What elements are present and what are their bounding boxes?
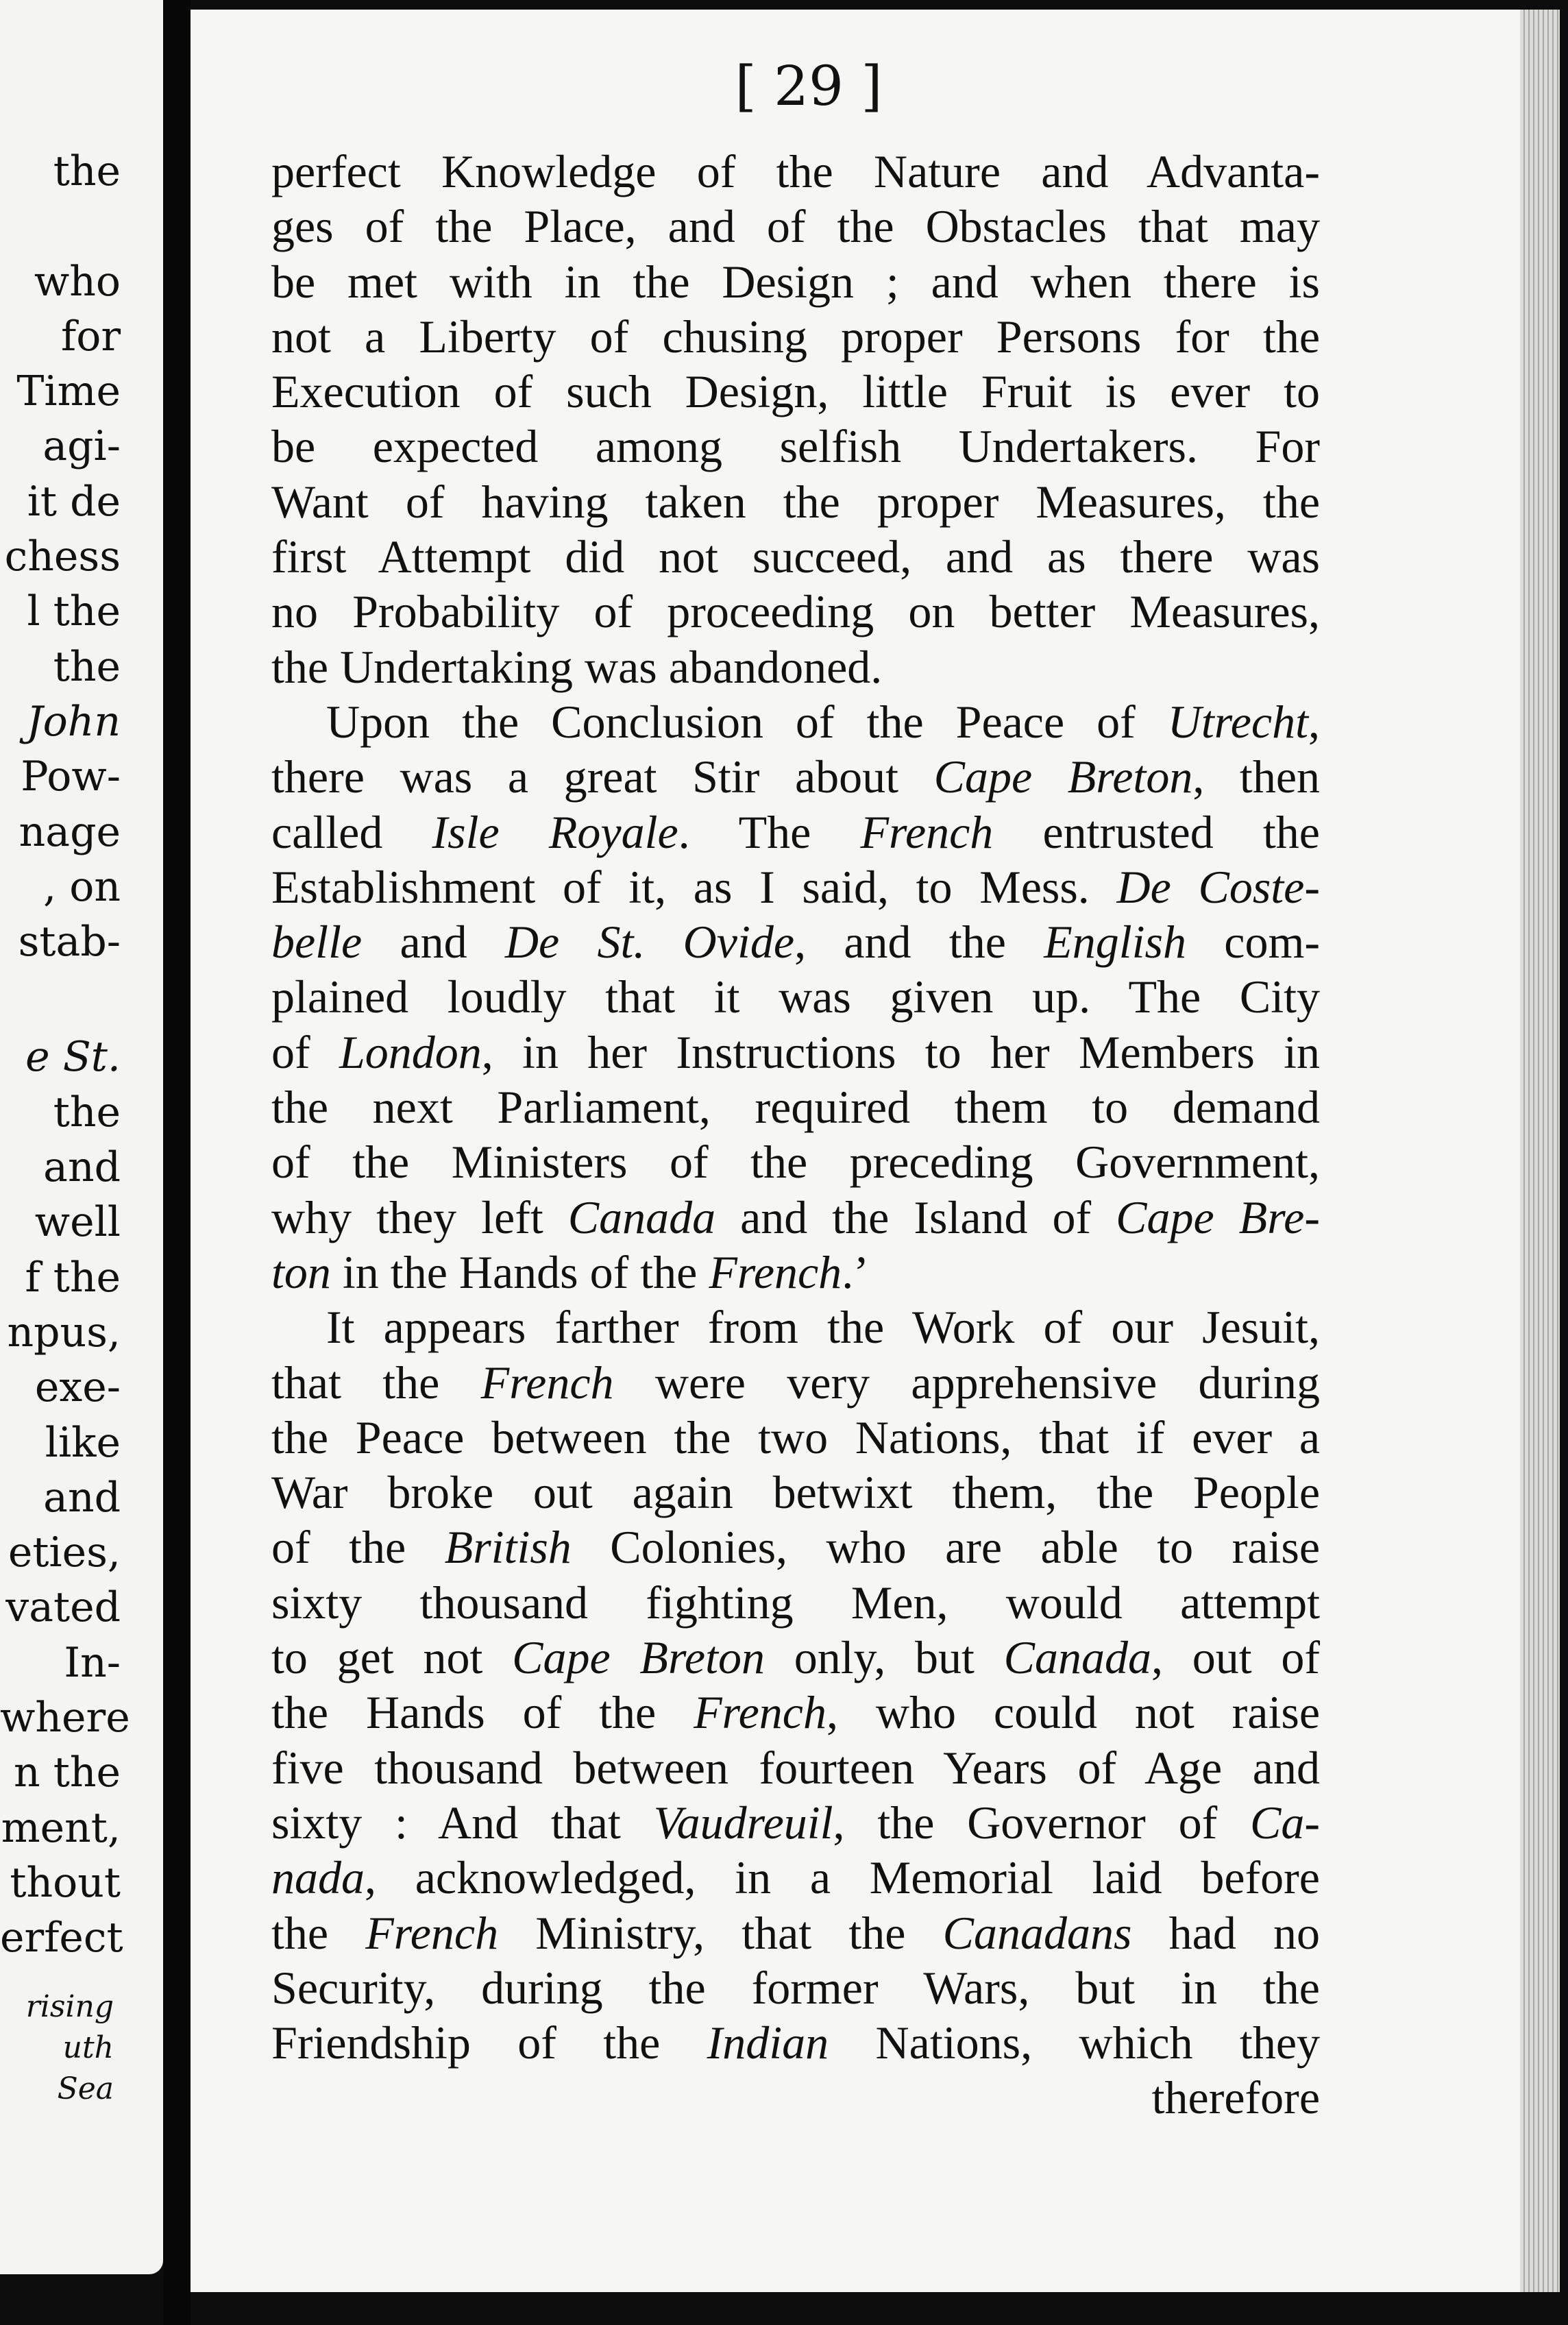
facing-line-fragment: In- <box>64 1638 121 1687</box>
text-line <box>271 640 1320 694</box>
facing-line-fragment: agi- <box>42 422 121 471</box>
text-run: , who could not raise <box>826 1686 1321 1739</box>
italic-text: Canadans <box>942 1906 1132 1959</box>
facing-line-fragment: f the <box>25 1253 121 1302</box>
text-line <box>271 1300 1320 1354</box>
text-line <box>271 199 1320 254</box>
italic-text: belle <box>271 916 363 969</box>
text-run: Establishment of it, as I said, to Mess. <box>271 860 1117 913</box>
facing-page <box>0 0 163 2274</box>
text-run: Ministry, that the <box>498 1906 943 1959</box>
italic-text: Utrecht <box>1167 695 1308 748</box>
text-run: the Hands of the <box>271 1686 694 1739</box>
text-line <box>271 1190 1320 1245</box>
italic-text: Ca- <box>1250 1796 1321 1849</box>
facing-line-fragment: erfect <box>0 1914 123 1962</box>
italic-text: nada <box>271 1851 365 1904</box>
facing-line-fragment: well <box>34 1198 121 1247</box>
text-run: , the Governor of <box>833 1796 1251 1849</box>
text-run: Colonies, who are able to raise <box>571 1521 1320 1574</box>
text-run: Security, during the former Wars, but in the <box>271 1961 1320 2014</box>
text-run: plained loudly that it was given up. The City <box>271 971 1320 1023</box>
body-text <box>271 144 1320 2126</box>
facing-line-fragment: eties, <box>8 1529 121 1577</box>
text-run: , in her Instructions to her Members in <box>481 1025 1320 1078</box>
text-run: , out of <box>1151 1631 1320 1684</box>
facing-line-fragment: for <box>60 312 121 361</box>
italic-text: British <box>444 1521 572 1574</box>
text-run: the <box>271 1906 366 1959</box>
facing-line-fragment: and <box>43 1473 121 1522</box>
text-line <box>271 1960 1320 2015</box>
italic-text: Indian <box>707 2017 829 2069</box>
book-gutter <box>163 0 191 2325</box>
page-edges <box>1520 10 1560 2292</box>
facing-line-fragment: chess <box>4 533 121 581</box>
italic-text: French <box>694 1686 826 1739</box>
text-line <box>271 309 1320 364</box>
facing-line-fragment: Time <box>16 367 121 416</box>
text-line <box>271 474 1320 529</box>
text-line <box>271 1795 1320 1850</box>
text-run: Upon the Conclusion of the Peace of <box>326 695 1168 748</box>
italic-text: De Coste- <box>1116 860 1320 913</box>
text-run: Friendship of the <box>271 2017 707 2069</box>
text-run: no Probability of proceeding on better Measures, <box>271 585 1320 638</box>
facing-line-fragment: the <box>53 1088 121 1136</box>
text-line <box>271 529 1320 584</box>
text-run: called <box>271 805 432 858</box>
text-run: and the Island of <box>715 1191 1116 1243</box>
text-line <box>271 1520 1320 1574</box>
paragraph-gap <box>0 969 121 1030</box>
italic-text: French <box>365 1906 499 1959</box>
facing-line-fragment: npus, <box>7 1308 121 1356</box>
text-line <box>271 2015 1320 2070</box>
text-run: of the Ministers of the preceding Government, <box>271 1136 1320 1189</box>
facing-line-fragment: vated <box>5 1583 121 1632</box>
text-run: of <box>271 1025 339 1078</box>
facing-line-fragment: like <box>45 1418 121 1467</box>
text-line <box>271 254 1320 309</box>
text-line <box>271 1134 1320 1189</box>
text-line <box>271 1740 1320 1795</box>
facing-line-fragment: exe- <box>34 1363 121 1412</box>
text-run: only, but <box>764 1631 1004 1684</box>
text-run: be expected among selfish Undertakers. For <box>271 420 1320 473</box>
text-line <box>271 1575 1320 1630</box>
text-run: perfect Knowledge of the Nature and Advanta- <box>271 145 1320 197</box>
text-run: , <box>1308 695 1320 748</box>
text-run: first Attempt did not succeed, and as there was <box>271 531 1320 583</box>
text-run: Want of having taken the proper Measures, the <box>271 475 1320 528</box>
italic-text: Cape Breton <box>933 751 1193 803</box>
text-line <box>271 969 1320 1024</box>
italic-text: English <box>1044 916 1186 969</box>
text-run: sixty : And that <box>271 1796 654 1849</box>
facing-line-fragment: it de <box>27 477 121 526</box>
text-line <box>271 1080 1320 1134</box>
facing-line-fragment: Pow- <box>21 753 121 801</box>
text-line <box>271 860 1320 914</box>
text-run: that the <box>271 1356 481 1409</box>
text-run: be met with in the Design ; and when there is <box>271 255 1320 308</box>
text-run: of the <box>271 1521 445 1574</box>
italic-text: Canada <box>567 1191 716 1243</box>
facing-line-fragment: , on <box>43 862 121 911</box>
facing-line-fragment: e St. <box>25 1033 121 1082</box>
italic-text: Vaudreuil <box>653 1796 833 1849</box>
text-line <box>271 584 1320 639</box>
facing-line-fragment: the <box>53 147 121 195</box>
text-run: entrusted the <box>993 805 1320 858</box>
text-run: Execution of such Design, little Fruit is ever to <box>271 365 1320 418</box>
text-line <box>271 419 1320 474</box>
text-run: the Undertaking was abandoned. <box>271 640 883 693</box>
text-line <box>271 1630 1320 1685</box>
facing-line-fragment: John <box>26 697 121 746</box>
text-run: why they left <box>271 1191 568 1243</box>
text-line <box>271 1685 1320 1740</box>
facing-line-fragment: where <box>0 1694 130 1742</box>
facing-line-fragment: who <box>34 257 121 306</box>
facing-line-fragment: and <box>43 1143 121 1192</box>
text-line <box>271 1850 1320 1905</box>
text-run: com- <box>1186 916 1321 969</box>
text-line <box>271 1465 1320 1520</box>
facing-page-footnote <box>0 1986 114 2110</box>
facing-line-fragment <box>0 199 121 254</box>
italic-text: Canada <box>1003 1631 1151 1684</box>
facing-page-text <box>0 144 130 1966</box>
text-line <box>271 144 1320 199</box>
text-line <box>271 914 1320 969</box>
text-line <box>271 1025 1320 1080</box>
text-run: were very apprehensive during <box>613 1356 1320 1409</box>
text-run: the next Parliament, required them to demand <box>271 1081 1320 1134</box>
italic-text: French <box>709 1245 842 1298</box>
text-line <box>271 805 1320 860</box>
facing-line-fragment: stab- <box>18 918 121 966</box>
text-run: to get not <box>271 1631 513 1684</box>
text-line <box>271 694 1320 749</box>
text-run: there was a great Stir about <box>271 751 934 803</box>
text-line <box>271 1355 1320 1410</box>
italic-text: Cape Bre- <box>1116 1191 1320 1243</box>
italic-text: Cape Breton <box>512 1631 765 1684</box>
text-run: .’ <box>842 1245 869 1298</box>
text-run: , acknowledged, in a Memorial laid before <box>365 1851 1320 1904</box>
text-run: five thousand between fourteen Years of Age and <box>271 1741 1320 1794</box>
text-run: , then <box>1192 751 1320 803</box>
italic-text: Isle Royale <box>432 805 678 858</box>
facing-line-fragment: n the <box>14 1749 121 1797</box>
facing-line-fragment: thout <box>10 1858 121 1907</box>
text-run: had no <box>1131 1906 1321 1959</box>
text-line <box>271 2070 1320 2125</box>
facing-line-fragment: ment, <box>1 1803 121 1852</box>
text-run: and <box>362 916 505 969</box>
text-run: War broke out again betwixt them, the People <box>271 1466 1320 1519</box>
text-run: not a Liberty of chusing proper Persons for the <box>271 310 1320 363</box>
facing-line-fragment: l the <box>27 587 121 636</box>
text-line <box>271 1906 1320 1960</box>
italic-text: French <box>860 805 994 858</box>
text-run: It appears farther from the Work of our Jesuit, <box>326 1301 1320 1354</box>
text-run: sixty thousand fighting Men, would attempt <box>271 1576 1320 1629</box>
text-run: . The <box>678 805 861 858</box>
italic-text: London <box>339 1025 482 1078</box>
text-run: the Peace between the two Nations, that if ever a <box>271 1411 1320 1463</box>
text-line <box>271 749 1320 804</box>
text-run: , and the <box>794 916 1044 969</box>
facing-line-fragment: the <box>53 642 121 691</box>
italic-text: De St. Ovide <box>504 916 795 969</box>
text-line <box>271 1245 1320 1300</box>
text-run: ges of the Place, and of the Obstacles that may <box>271 200 1320 253</box>
text-run: in the Hands of the <box>330 1245 709 1298</box>
footnote-fragment: rising <box>25 1989 114 2024</box>
text-run: Nations, which they <box>829 2017 1320 2069</box>
facing-line-fragment: nage <box>19 807 121 856</box>
footnote-fragment: uth Sea <box>57 2030 114 2106</box>
text-line <box>271 1410 1320 1465</box>
italic-text: ton <box>271 1245 331 1298</box>
text-line <box>271 364 1320 419</box>
page-number: [ 29 ] <box>735 54 883 118</box>
italic-text: French <box>480 1356 614 1409</box>
text-run: therefore <box>1151 2071 1320 2124</box>
